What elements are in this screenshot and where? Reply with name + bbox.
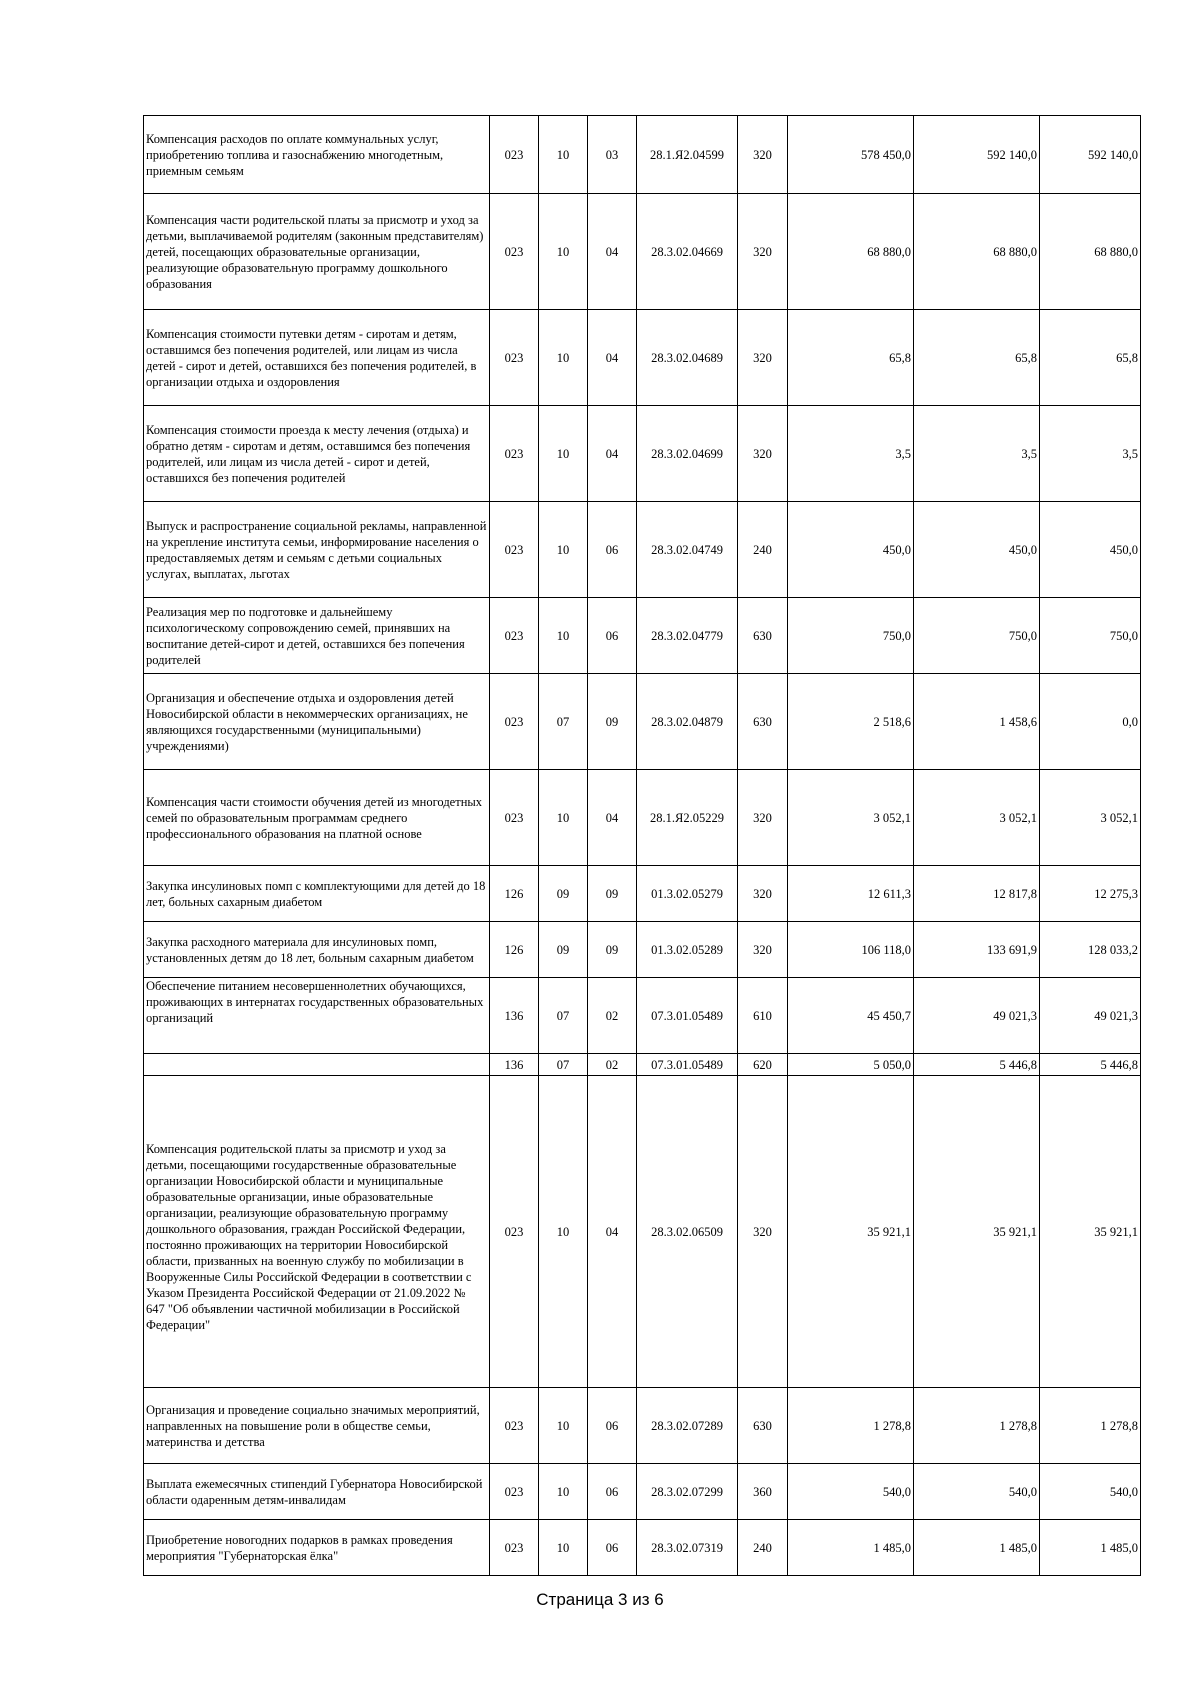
amount-year3-cell: 3 052,1	[1040, 770, 1141, 866]
grbs-code-cell: 023	[490, 1388, 539, 1464]
section-code-cell: 10	[539, 194, 588, 310]
amount-year1-cell: 3,5	[788, 406, 914, 502]
amount-year1-cell: 578 450,0	[788, 116, 914, 194]
expense-type-cell: 610	[738, 978, 788, 1054]
expense-name-cell: Компенсация части родительской платы за присмотр и уход за детьми, выплачиваемой родителям (законным представителям) детей, посещающих образовательные организации, реализующие образовательную программу дошкольного образования	[144, 194, 490, 310]
subsection-code-cell: 04	[588, 310, 637, 406]
expense-name-cell	[144, 1054, 490, 1076]
amount-year3-cell: 1 485,0	[1040, 1520, 1141, 1576]
expense-name-cell: Организация и проведение социально значимых мероприятий, направленных на повышение роли в обществе семьи, материнства и детства	[144, 1388, 490, 1464]
table-row	[144, 922, 1141, 978]
amount-year3-cell: 3,5	[1040, 406, 1141, 502]
expense-name-cell: Закупка расходного материала для инсулиновых помп, установленных детям до 18 лет, больным сахарным диабетом	[144, 922, 490, 978]
grbs-code-cell: 023	[490, 1076, 539, 1388]
subsection-code-cell: 09	[588, 922, 637, 978]
amount-year2-cell: 540,0	[914, 1464, 1040, 1520]
amount-year2-cell: 133 691,9	[914, 922, 1040, 978]
grbs-code-cell: 023	[490, 310, 539, 406]
amount-year2-cell: 12 817,8	[914, 866, 1040, 922]
table-row	[144, 1520, 1141, 1576]
amount-year2-cell: 1 278,8	[914, 1388, 1040, 1464]
table-row	[144, 674, 1141, 770]
expense-type-cell: 360	[738, 1464, 788, 1520]
amount-year1-cell: 12 611,3	[788, 866, 914, 922]
amount-year1-cell: 540,0	[788, 1464, 914, 1520]
grbs-code-cell: 023	[490, 1520, 539, 1576]
amount-year2-cell: 65,8	[914, 310, 1040, 406]
target-article-cell: 28.3.02.07319	[637, 1520, 738, 1576]
budget-table-body	[144, 116, 1141, 1576]
subsection-code-cell: 02	[588, 978, 637, 1054]
amount-year2-cell: 1 458,6	[914, 674, 1040, 770]
amount-year3-cell: 68 880,0	[1040, 194, 1141, 310]
expense-type-cell: 320	[738, 194, 788, 310]
expense-type-cell: 320	[738, 770, 788, 866]
grbs-code-cell: 126	[490, 922, 539, 978]
section-code-cell: 09	[539, 922, 588, 978]
expense-name-cell: Выпуск и распространение социальной рекламы, направленной на укрепление института семьи, информирование населения о предоставляемых детям и семьям с детьми социальных услугах, выплатах, льготах	[144, 502, 490, 598]
subsection-code-cell: 06	[588, 1388, 637, 1464]
expense-type-cell: 320	[738, 406, 788, 502]
amount-year1-cell: 1 485,0	[788, 1520, 914, 1576]
table-row	[144, 116, 1141, 194]
expense-type-cell: 240	[738, 1520, 788, 1576]
subsection-code-cell: 09	[588, 674, 637, 770]
target-article-cell: 28.3.02.04669	[637, 194, 738, 310]
grbs-code-cell: 136	[490, 1054, 539, 1076]
amount-year3-cell: 750,0	[1040, 598, 1141, 674]
expense-type-cell: 240	[738, 502, 788, 598]
amount-year3-cell: 592 140,0	[1040, 116, 1141, 194]
subsection-code-cell: 04	[588, 194, 637, 310]
table-row	[144, 194, 1141, 310]
expense-type-cell: 320	[738, 866, 788, 922]
section-code-cell: 10	[539, 1520, 588, 1576]
expense-name-cell: Компенсация стоимости путевки детям - сиротам и детям, оставшимся без попечения родителей, или лицам из числа детей - сирот и детей, оставшихся без попечения родителей, в организации отдыха и оздоровления	[144, 310, 490, 406]
amount-year3-cell: 65,8	[1040, 310, 1141, 406]
expense-name-cell: Компенсация части стоимости обучения детей из многодетных семей по образовательным программам среднего профессионального образования на платной основе	[144, 770, 490, 866]
grbs-code-cell: 023	[490, 406, 539, 502]
section-code-cell: 09	[539, 866, 588, 922]
table-row	[144, 1464, 1141, 1520]
section-code-cell: 10	[539, 406, 588, 502]
amount-year2-cell: 750,0	[914, 598, 1040, 674]
table-row	[144, 1054, 1141, 1076]
expense-type-cell: 320	[738, 310, 788, 406]
table-row	[144, 770, 1141, 866]
amount-year3-cell: 0,0	[1040, 674, 1141, 770]
expense-type-cell: 620	[738, 1054, 788, 1076]
amount-year1-cell: 45 450,7	[788, 978, 914, 1054]
amount-year1-cell: 68 880,0	[788, 194, 914, 310]
amount-year1-cell: 5 050,0	[788, 1054, 914, 1076]
expense-name-cell: Выплата ежемесячных стипендий Губернатора Новосибирской области одаренным детям-инвалидам	[144, 1464, 490, 1520]
target-article-cell: 28.3.02.04749	[637, 502, 738, 598]
amount-year2-cell: 3,5	[914, 406, 1040, 502]
amount-year2-cell: 35 921,1	[914, 1076, 1040, 1388]
section-code-cell: 10	[539, 598, 588, 674]
amount-year3-cell: 35 921,1	[1040, 1076, 1141, 1388]
subsection-code-cell: 04	[588, 406, 637, 502]
table-row	[144, 978, 1141, 1054]
amount-year2-cell: 450,0	[914, 502, 1040, 598]
expense-type-cell: 320	[738, 1076, 788, 1388]
amount-year1-cell: 750,0	[788, 598, 914, 674]
expense-type-cell: 320	[738, 116, 788, 194]
expense-type-cell: 630	[738, 598, 788, 674]
section-code-cell: 10	[539, 1076, 588, 1388]
section-code-cell: 07	[539, 1054, 588, 1076]
target-article-cell: 07.3.01.05489	[637, 978, 738, 1054]
amount-year3-cell: 128 033,2	[1040, 922, 1141, 978]
table-row	[144, 598, 1141, 674]
amount-year3-cell: 49 021,3	[1040, 978, 1141, 1054]
section-code-cell: 10	[539, 1388, 588, 1464]
target-article-cell: 01.3.02.05279	[637, 866, 738, 922]
amount-year1-cell: 450,0	[788, 502, 914, 598]
target-article-cell: 28.3.02.04699	[637, 406, 738, 502]
expense-type-cell: 630	[738, 674, 788, 770]
amount-year2-cell: 68 880,0	[914, 194, 1040, 310]
subsection-code-cell: 09	[588, 866, 637, 922]
grbs-code-cell: 126	[490, 866, 539, 922]
grbs-code-cell: 023	[490, 502, 539, 598]
target-article-cell: 28.3.02.07289	[637, 1388, 738, 1464]
subsection-code-cell: 02	[588, 1054, 637, 1076]
section-code-cell: 10	[539, 770, 588, 866]
grbs-code-cell: 023	[490, 1464, 539, 1520]
target-article-cell: 28.3.02.04689	[637, 310, 738, 406]
target-article-cell: 28.1.Я2.05229	[637, 770, 738, 866]
subsection-code-cell: 04	[588, 1076, 637, 1388]
target-article-cell: 28.1.Я2.04599	[637, 116, 738, 194]
subsection-code-cell: 06	[588, 1464, 637, 1520]
grbs-code-cell: 023	[490, 598, 539, 674]
subsection-code-cell: 06	[588, 1520, 637, 1576]
amount-year3-cell: 12 275,3	[1040, 866, 1141, 922]
expense-name-cell: Приобретение новогодних подарков в рамках проведения мероприятия "Губернаторская ёлка"	[144, 1520, 490, 1576]
expense-name-cell: Реализация мер по подготовке и дальнейшему психологическому сопровождению семей, принявших на воспитание детей-сирот и детей, оставшихся без попечения родителей	[144, 598, 490, 674]
budget-table	[143, 115, 1141, 1576]
subsection-code-cell: 06	[588, 598, 637, 674]
expense-name-cell: Обеспечение питанием несовершеннолетних обучающихся, проживающих в интернатах государственных образовательных организаций	[144, 978, 490, 1054]
subsection-code-cell: 06	[588, 502, 637, 598]
expense-name-cell: Организация и обеспечение отдыха и оздоровления детей Новосибирской области в некоммерческих организациях, не являющихся государственными (муниципальными) учреждениями)	[144, 674, 490, 770]
target-article-cell: 28.3.02.04779	[637, 598, 738, 674]
amount-year2-cell: 49 021,3	[914, 978, 1040, 1054]
target-article-cell: 07.3.01.05489	[637, 1054, 738, 1076]
expense-name-cell: Закупка инсулиновых помп с комплектующими для детей до 18 лет, больных сахарным диабетом	[144, 866, 490, 922]
grbs-code-cell: 023	[490, 770, 539, 866]
amount-year3-cell: 5 446,8	[1040, 1054, 1141, 1076]
amount-year3-cell: 540,0	[1040, 1464, 1141, 1520]
grbs-code-cell: 023	[490, 674, 539, 770]
expense-type-cell: 630	[738, 1388, 788, 1464]
table-row	[144, 1388, 1141, 1464]
amount-year1-cell: 106 118,0	[788, 922, 914, 978]
amount-year2-cell: 592 140,0	[914, 116, 1040, 194]
section-code-cell: 10	[539, 1464, 588, 1520]
page-number: Страница 3 из 6	[536, 1590, 664, 1609]
subsection-code-cell: 03	[588, 116, 637, 194]
section-code-cell: 07	[539, 978, 588, 1054]
amount-year2-cell: 3 052,1	[914, 770, 1040, 866]
expense-name-cell: Компенсация стоимости проезда к месту лечения (отдыха) и обратно детям - сиротам и детям, оставшимся без попечения родителей, или лицам из числа детей - сирот и детей, оставшихся без попечения родителей	[144, 406, 490, 502]
target-article-cell: 01.3.02.05289	[637, 922, 738, 978]
table-row	[144, 406, 1141, 502]
amount-year2-cell: 5 446,8	[914, 1054, 1040, 1076]
grbs-code-cell: 136	[490, 978, 539, 1054]
amount-year1-cell: 1 278,8	[788, 1388, 914, 1464]
subsection-code-cell: 04	[588, 770, 637, 866]
section-code-cell: 10	[539, 116, 588, 194]
table-row	[144, 502, 1141, 598]
table-row	[144, 1076, 1141, 1388]
target-article-cell: 28.3.02.04879	[637, 674, 738, 770]
grbs-code-cell: 023	[490, 194, 539, 310]
expense-name-cell: Компенсация родительской платы за присмотр и уход за детьми, посещающими государственные образовательные организации Новосибирской области и муниципальные образовательные организации, иные образовательные организации, реализующие образовательную программу дошкольного образования, граждан Российской Федерации, постоянно проживающих на территории Новосибирской области, призванных на военную службу по мобилизации в Вооруженные Силы Российской Федерации в соответствии с Указом Президента Российской Федерации от 21.09.2022 № 647 "Об объявлении частичной мобилизации в Российской Федерации"	[144, 1076, 490, 1388]
amount-year1-cell: 65,8	[788, 310, 914, 406]
section-code-cell: 07	[539, 674, 588, 770]
section-code-cell: 10	[539, 502, 588, 598]
amount-year1-cell: 2 518,6	[788, 674, 914, 770]
grbs-code-cell: 023	[490, 116, 539, 194]
table-row	[144, 310, 1141, 406]
target-article-cell: 28.3.02.07299	[637, 1464, 738, 1520]
amount-year2-cell: 1 485,0	[914, 1520, 1040, 1576]
amount-year3-cell: 450,0	[1040, 502, 1141, 598]
target-article-cell: 28.3.02.06509	[637, 1076, 738, 1388]
amount-year1-cell: 35 921,1	[788, 1076, 914, 1388]
section-code-cell: 10	[539, 310, 588, 406]
expense-name-cell: Компенсация расходов по оплате коммунальных услуг, приобретению топлива и газоснабжению многодетным, приемным семьям	[144, 116, 490, 194]
amount-year1-cell: 3 052,1	[788, 770, 914, 866]
amount-year3-cell: 1 278,8	[1040, 1388, 1141, 1464]
expense-type-cell: 320	[738, 922, 788, 978]
table-row	[144, 866, 1141, 922]
